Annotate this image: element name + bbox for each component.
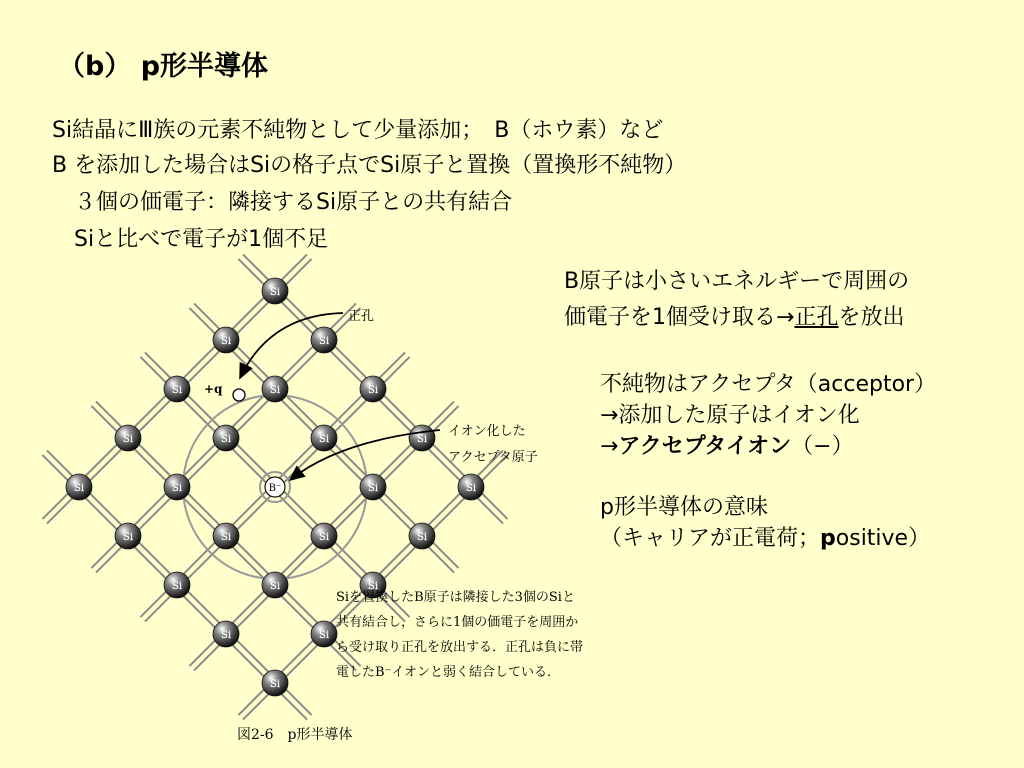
atom-label: Si — [269, 679, 281, 690]
body-line-1: Si結晶にⅢ族の元素不純物として少量添加； B（ホウ素）など — [52, 118, 664, 143]
boron-label: B⁻ — [268, 483, 282, 494]
silicon-atom — [311, 327, 337, 353]
body-line-3: ３個の価電子：隣接するSi原子との共有結合 — [74, 190, 513, 215]
silicon-atom — [115, 425, 141, 451]
atom-label: Si — [465, 483, 477, 494]
atom-label: Si — [171, 385, 183, 396]
silicon-atom — [115, 523, 141, 549]
silicon-atom — [360, 376, 386, 402]
ion-callout-2: アクセプタ原子 — [448, 450, 538, 465]
silicon-atom — [262, 670, 288, 696]
atom-label: Si — [220, 336, 232, 347]
ion-charge-text: （−） — [791, 434, 854, 459]
atom-label: Si — [367, 581, 379, 592]
caption-line-1: Siを置換したB原子は隣接した3個のSiと — [336, 590, 575, 605]
positive-p: p — [820, 526, 836, 551]
arrow-text: → — [600, 434, 619, 459]
silicon-atom — [213, 523, 239, 549]
silicon-atom — [66, 474, 92, 500]
silicon-atom — [262, 278, 288, 304]
atom-label: Si — [318, 630, 330, 641]
atom-label: Si — [73, 483, 85, 494]
ion-callout-1: イオン化した — [448, 424, 526, 439]
atom-label: Si — [122, 532, 134, 543]
right-line-4: →添加した原子はイオン化 — [600, 403, 860, 428]
figure-explanation — [336, 585, 583, 685]
atom-label: Si — [122, 434, 134, 445]
right-line-1: B原子は小さいエネルギーで周囲の — [564, 269, 910, 294]
right-line-6: p形半導体の意味 — [600, 495, 768, 520]
silicon-atom — [409, 523, 435, 549]
caption-line-4: 電したB⁻イオンと弱く結合している． — [336, 665, 561, 680]
atom-label: Si — [220, 532, 232, 543]
hole-term: 正孔 — [794, 305, 839, 330]
silicon-atom — [458, 474, 484, 500]
hole-marker — [233, 389, 245, 401]
body-line-4: Siと比べで電子が1個不足 — [74, 227, 329, 252]
silicon-atom — [164, 572, 190, 598]
atom-label: Si — [269, 287, 281, 298]
silicon-atom — [164, 474, 190, 500]
silicon-atom — [409, 425, 435, 451]
caption-line-2: 共有結合し，さらに1個の価電子を周囲か — [336, 615, 579, 630]
body-line-2: B を添加した場合はSiの格子点でSi原子と置換（置換形不純物） — [52, 153, 687, 178]
figure-caption: 図2-6 p形半導体 — [237, 727, 353, 743]
slide-title: （b） p形半導体 — [58, 51, 269, 82]
atom-label: Si — [367, 483, 379, 494]
silicon-atom — [360, 474, 386, 500]
atom-label: Si — [269, 385, 281, 396]
atom-label: Si — [416, 532, 428, 543]
right-line-3: 不純物はアクセプタ（acceptor） — [600, 372, 937, 397]
right-line-2-tail: を放出 — [838, 305, 905, 330]
atom-label: Si — [318, 532, 330, 543]
atom-label: Si — [269, 581, 281, 592]
silicon-atom — [213, 621, 239, 647]
atom-label: Si — [220, 434, 232, 445]
hole-callout: 正孔 — [348, 309, 375, 324]
silicon-atom — [311, 425, 337, 451]
boron-ion-atom — [265, 477, 285, 497]
silicon-atom — [311, 523, 337, 549]
atom-label: Si — [171, 483, 183, 494]
atom-label: Si — [318, 336, 330, 347]
silicon-atom — [311, 621, 337, 647]
atom-label: Si — [416, 434, 428, 445]
atom-label: Si — [318, 434, 330, 445]
atom-label: Si — [171, 581, 183, 592]
atom-label: Si — [220, 630, 232, 641]
acceptor-ion-term: アクセプタイオン — [618, 434, 792, 459]
silicon-atom — [213, 327, 239, 353]
carrier-text: （キャリアが正電荷； — [600, 526, 821, 551]
silicon-atom — [164, 376, 190, 402]
right-line-2-text: 価電子を1個受け取る→ — [564, 305, 795, 330]
positive-rest: ositive） — [835, 526, 931, 551]
caption-line-3: ら受け取り正孔を放出する．正孔は負に帯 — [336, 640, 584, 655]
silicon-atom — [262, 572, 288, 598]
hole-label: +q — [204, 382, 223, 396]
silicon-atom — [213, 425, 239, 451]
atom-label: Si — [367, 385, 379, 396]
silicon-atom — [262, 376, 288, 402]
